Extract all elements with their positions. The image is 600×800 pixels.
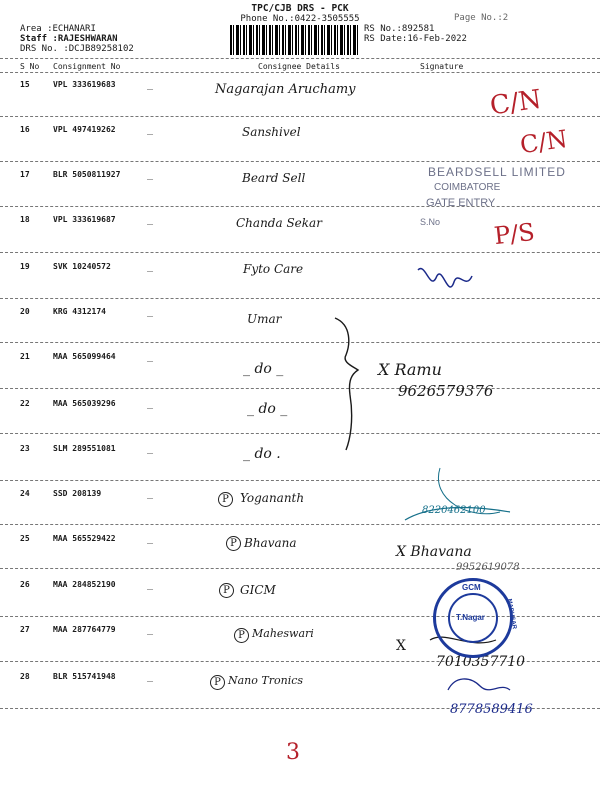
row-sno: 26 bbox=[20, 580, 30, 589]
rs-number-field: RS No.:892581 bbox=[364, 24, 435, 34]
row-sno: 17 bbox=[20, 170, 30, 179]
consignee-name: Maheswari bbox=[252, 627, 314, 640]
stamp-line: BEARDSELL LIMITED bbox=[428, 165, 566, 179]
row-mark: _ bbox=[147, 79, 154, 90]
row-sno: 20 bbox=[20, 307, 30, 316]
row-consignment: VPL 333619683 bbox=[53, 80, 116, 89]
consignee-name: Bhavana bbox=[244, 536, 297, 550]
col-signature: Signature bbox=[420, 62, 464, 71]
consignee-name: Chanda Sekar bbox=[236, 216, 322, 230]
row-consignment: SVK 10240572 bbox=[53, 262, 111, 271]
row-consignment: KRG 4312174 bbox=[53, 307, 106, 316]
cn-annotation: C/N bbox=[488, 84, 544, 122]
row-consignment: VPL 333619687 bbox=[53, 215, 116, 224]
row-sno: 28 bbox=[20, 672, 30, 681]
row-sno: 18 bbox=[20, 215, 30, 224]
p-circle-icon: P bbox=[219, 583, 234, 598]
stamp-line: GATE ENTRY bbox=[426, 197, 496, 209]
consignee-name: Sanshivel bbox=[242, 125, 301, 139]
consignee-name: Nagarajan Aruchamy bbox=[215, 82, 356, 97]
row-consignment: MAA 287764779 bbox=[53, 625, 116, 634]
row-consignment: VPL 497419262 bbox=[53, 125, 116, 134]
stamp-line: COIMBATORE bbox=[434, 182, 501, 193]
consignee-name: _ do . bbox=[243, 446, 281, 462]
row-mark: _ bbox=[147, 579, 154, 590]
row-mark: _ bbox=[147, 398, 154, 409]
phone-handwritten: 8220462100 bbox=[422, 505, 486, 516]
seal-text: MADUSAR bbox=[505, 598, 517, 630]
seal-text: GCM bbox=[462, 583, 481, 592]
consignee-name: Yogananth bbox=[240, 491, 305, 505]
signature-x: X Ramu bbox=[378, 360, 442, 379]
rs-date-field: RS Date:16-Feb-2022 bbox=[364, 34, 467, 44]
drs-number-field: DRS No. :DCJB89258102 bbox=[20, 44, 134, 54]
row-mark: _ bbox=[147, 671, 154, 682]
staff-field: Staff :RAJESHWARAN bbox=[20, 34, 118, 44]
p-circle-icon: P bbox=[218, 492, 233, 507]
row-mark: _ bbox=[147, 261, 154, 272]
document-title: TPC/CJB DRS - PCK bbox=[251, 3, 349, 14]
phone-handwritten: 9952619078 bbox=[456, 562, 520, 573]
row-consignment: MAA 565529422 bbox=[53, 534, 116, 543]
row-sno: 23 bbox=[20, 444, 30, 453]
row-mark: _ bbox=[147, 351, 154, 362]
row-mark: _ bbox=[147, 488, 154, 499]
row-consignment: SSD 208139 bbox=[53, 489, 102, 498]
row-mark: _ bbox=[147, 624, 154, 635]
col-consignee: Consignee Details bbox=[258, 62, 340, 71]
p-circle-icon: P bbox=[234, 628, 249, 643]
row-mark: _ bbox=[147, 443, 154, 454]
col-consignment: Consignment No bbox=[53, 62, 121, 71]
consignee-name: Beard Sell bbox=[242, 171, 306, 185]
cn-annotation: C/N bbox=[518, 124, 570, 160]
consignee-name: Nano Tronics bbox=[228, 674, 304, 687]
consignee-name: GICM bbox=[240, 583, 276, 597]
row-sno: 15 bbox=[20, 80, 30, 89]
row-consignment: MAA 284852190 bbox=[53, 580, 116, 589]
row-mark: _ bbox=[147, 169, 154, 180]
ps-annotation: P/S bbox=[492, 217, 537, 251]
phone-handwritten: 9626579376 bbox=[398, 382, 494, 400]
row-consignment: MAA 565099464 bbox=[53, 352, 116, 361]
p-circle-icon: P bbox=[210, 675, 225, 690]
phone-number: Phone No.:0422-3505555 bbox=[240, 14, 360, 24]
consignee-name: _ do _ bbox=[247, 401, 288, 417]
signature-x: X Bhavana bbox=[396, 544, 472, 560]
row-consignment: BLR 515741948 bbox=[53, 672, 116, 681]
consignee-name: Umar bbox=[247, 312, 282, 326]
gcm-seal-stamp bbox=[433, 578, 517, 658]
row-sno: 27 bbox=[20, 625, 30, 634]
consignee-name: _ do _ bbox=[243, 361, 284, 377]
col-sno: S No bbox=[20, 62, 40, 71]
row-sno: 21 bbox=[20, 352, 30, 361]
consignee-name: Fyto Care bbox=[243, 262, 304, 276]
stamp-line: S.No bbox=[420, 217, 441, 227]
row-mark: _ bbox=[147, 533, 154, 544]
p-circle-icon: P bbox=[226, 536, 241, 551]
row-mark: _ bbox=[147, 124, 154, 135]
row-consignment: MAA 565039296 bbox=[53, 399, 116, 408]
row-sno: 19 bbox=[20, 262, 30, 271]
row-sno: 16 bbox=[20, 125, 30, 134]
row-mark: _ bbox=[147, 214, 154, 225]
row-sno: 24 bbox=[20, 489, 30, 498]
row-mark: _ bbox=[147, 306, 154, 317]
row-sno: 22 bbox=[20, 399, 30, 408]
row-consignment: SLM 289551081 bbox=[53, 444, 116, 453]
page-number: Page No.:2 bbox=[454, 13, 509, 23]
x-mark: X bbox=[396, 638, 406, 654]
phone-handwritten: 8778589416 bbox=[450, 702, 533, 717]
page-footer-number: 3 bbox=[286, 740, 300, 765]
row-sno: 25 bbox=[20, 534, 30, 543]
row-consignment: BLR 5050811927 bbox=[53, 170, 121, 179]
phone-handwritten: 7010357710 bbox=[436, 654, 526, 670]
area-field: Area :ECHANARI bbox=[20, 24, 96, 34]
seal-text: T.Nagar bbox=[456, 613, 485, 622]
